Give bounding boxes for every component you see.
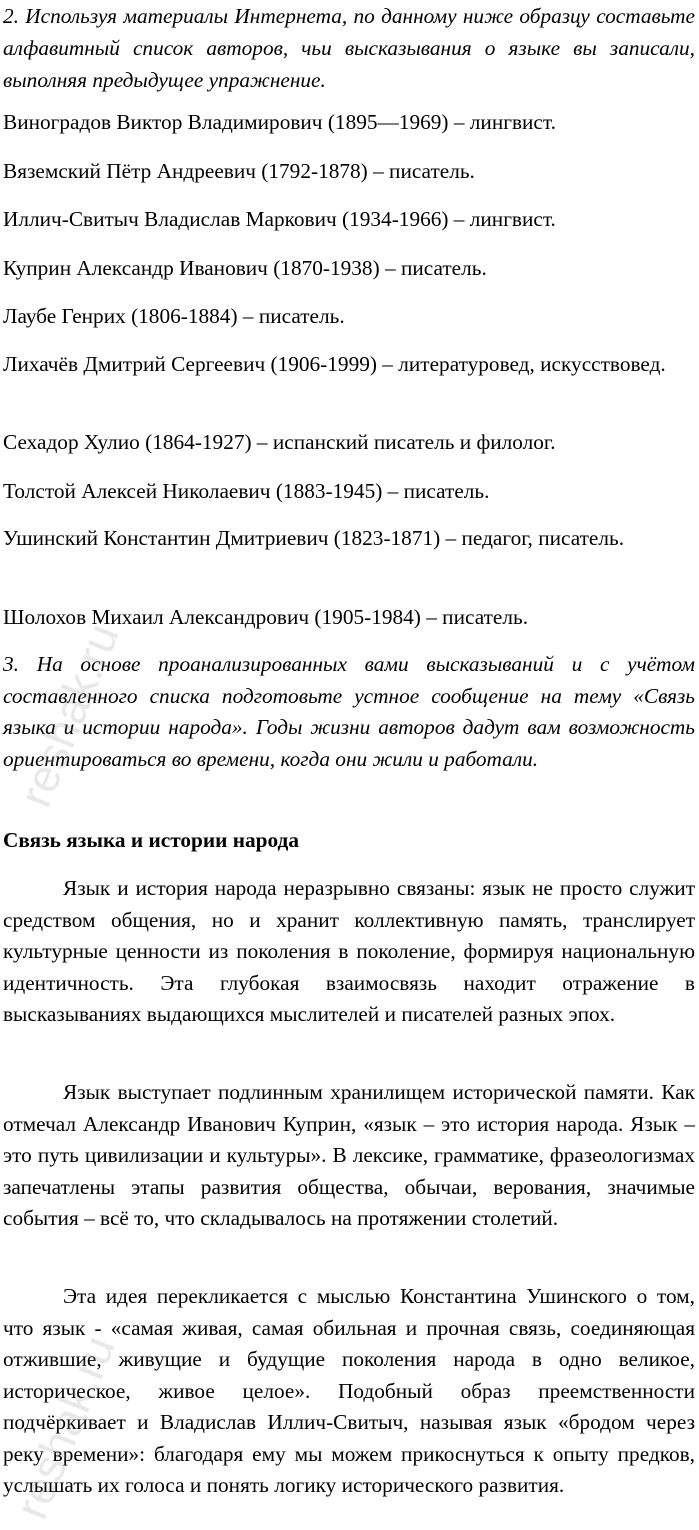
author-entry: Вяземский Пётр Андреевич (1792-1878) – писатель. bbox=[3, 159, 475, 183]
author-entry: Иллич-Свитыч Владислав Маркович (1934-1966) – лингвист. bbox=[3, 207, 556, 231]
author-entry: Толстой Алексей Николаевич (1883-1945) – писатель. bbox=[3, 479, 490, 503]
author-entry: Лаубе Генрих (1806-1884) – писатель. bbox=[3, 304, 345, 328]
watermark: reshak.ru bbox=[8, 616, 129, 814]
watermark: reshak.ru bbox=[4, 1328, 125, 1526]
author-entry: Шолохов Михаил Александрович (1905-1984) – писатель. bbox=[3, 605, 529, 629]
essay-paragraph: Язык и история народа неразрывно связаны: язык не просто служит средством общения, но и хранит коллективную память, транслирует культурные ценности из поколения в поколение, формируя национальную идентичность. Эта глубокая взаимосвязь находит отражение в высказываниях выдающихся мыслителей и писателей разных эпох. bbox=[3, 876, 695, 1026]
author-entry: Виноградов Виктор Владимирович (1895—1969) – лингвист. bbox=[3, 110, 556, 134]
essay-paragraph: Язык выступает подлинным хранилищем исторической памяти. Как отмечал Александр Иванович Куприн, «язык – это история народа. Язык – это путь цивилизации и культуры». В лексике, грамматике, фразеологизмах запечатлены этапы развития общества, обычаи, верования, значимые события – всё то, что складывалось на протяжении столетий. bbox=[3, 1080, 695, 1230]
task-2-instruction: 2. Используя материалы Интернета, по данному ниже образцу составьте алфавитный список авторов, чьи высказывания о языке вы записали, выполняя предыдущее упражнение. bbox=[3, 4, 695, 92]
author-entry: Лихачёв Дмитрий Сергеевич (1906-1999) – литературовед, искусствовед. bbox=[3, 352, 666, 376]
author-entry: Сехадор Хулио (1864-1927) – испанский писатель и филолог. bbox=[3, 430, 556, 454]
essay-title: Связь языка и истории народа bbox=[3, 828, 299, 852]
essay-paragraph: Эта идея перекликается с мыслью Константина Ушинского о том, что язык - «самая живая, самая обильная и прочная связь, соединяющая отжившие, живущие и будущие поколения народа в одно великое, историческое, живое целое». Подобный образ преемственности подчёркивает и Владислав Иллич-Свитыч, называя язык «бродом через реку времени»: благодаря ему мы можем прикоснуться к опыту предков, услышать их голоса и понять логику исторического развития. bbox=[3, 1284, 695, 1497]
task-3-instruction: 3. На основе проанализированных вами высказываний и с учётом составленного списка подготовьте устное сообщение на тему «Связь языка и истории народа». Годы жизни авторов дадут вам возможность ориентироваться во времени, когда они жили и работали. bbox=[3, 652, 695, 771]
author-entry: Ушинский Константин Дмитриевич (1823-1871) – педагог, писатель. bbox=[3, 526, 625, 550]
author-entry: Куприн Александр Иванович (1870-1938) – писатель. bbox=[3, 256, 487, 280]
